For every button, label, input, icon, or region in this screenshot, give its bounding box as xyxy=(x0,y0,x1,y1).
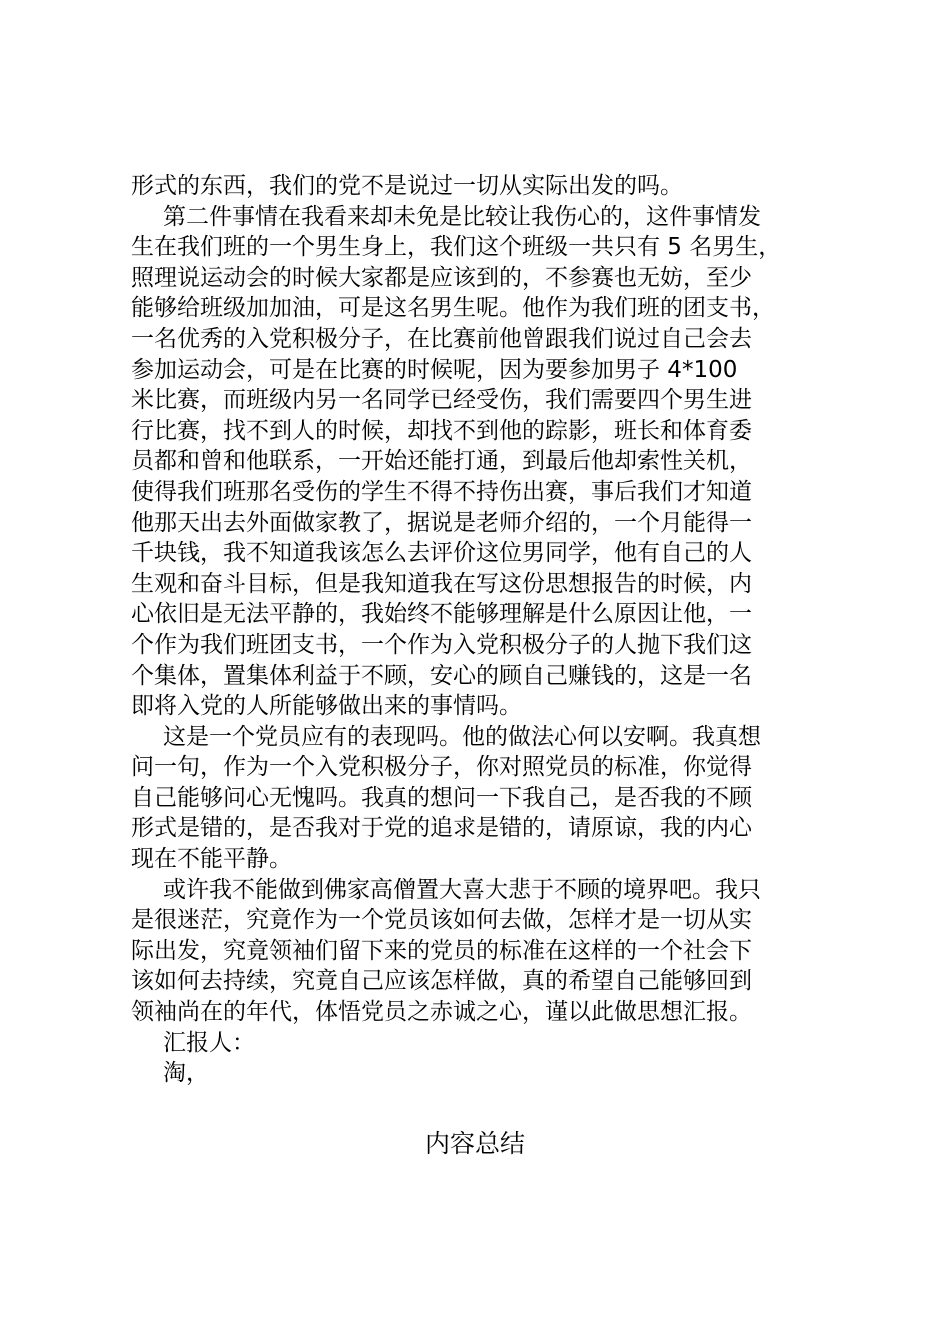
document-body xyxy=(131,171,831,1089)
text-line: 这是一个党员应有的表现吗。他的做法心何以安啊。我真想 xyxy=(163,723,761,750)
reporter-label: 汇报人： xyxy=(163,1029,255,1056)
text-line: 米比赛，而班级内另一名同学已经受伤，我们需要四个男生进 xyxy=(131,387,752,414)
text-line: 能够给班级加加油，可是这名男生呢。他作为我们班的团支书， xyxy=(131,295,775,322)
text-line: 或许我不能做到佛家高僧置大喜大悲于不顾的境界吧。我只 xyxy=(163,876,761,903)
text-line: 千块钱，我不知道我该怎么去评价这位男同学，他有自己的人 xyxy=(131,540,752,567)
text-line: 一名优秀的入党积极分子，在比赛前他曾跟我们说过自己会去 xyxy=(131,325,752,352)
text-line: 照理说运动会的时候大家都是应该到的，不参赛也无妨，至少 xyxy=(131,264,752,291)
summary-heading: 内容总结 xyxy=(424,1129,525,1158)
text-line: 现在不能平静。 xyxy=(131,846,292,873)
text-line: 个集体，置集体利益于不顾，安心的顾自己赚钱的，这是一名 xyxy=(131,662,752,689)
text-line: 他那天出去外面做家教了，据说是老师介绍的，一个月能得一 xyxy=(131,509,752,536)
text-line: 行比赛，找不到人的时候，却找不到他的踪影，班长和体育委 xyxy=(131,417,752,444)
text-line: 心依旧是无法平静的，我始终不能够理解是什么原因让他，一 xyxy=(131,601,752,628)
text-line: 该如何去持续，究竟自己应该怎样做，真的希望自己能够回到 xyxy=(131,968,752,995)
text-line: 形式是错的，是否我对于党的追求是错的，请原谅，我的内心 xyxy=(131,815,752,842)
text-line: 参加运动会，可是在比赛的时候呢，因为要参加男子 4*100 xyxy=(131,356,738,383)
text-line: 领袖尚在的年代，体悟党员之赤诚之心，谨以此做思想汇报。 xyxy=(131,999,752,1026)
text-line: 自己能够问心无愧吗。我真的想问一下我自己，是否我的不顾 xyxy=(131,784,752,811)
text-line: 是很迷茫，究竟作为一个党员该如何去做，怎样才是一切从实 xyxy=(131,907,752,934)
text-line: 生观和奋斗目标，但是我知道我在写这份思想报告的时候，内 xyxy=(131,570,752,597)
text-line: 形式的东西，我们的党不是说过一切从实际出发的吗。 xyxy=(131,173,683,199)
text-line: 生在我们班的一个男生身上，我们这个班级一共只有 5 名男生， xyxy=(131,234,782,261)
text-line: 际出发，究竟领袖们留下来的党员的标准在这样的一个社会下 xyxy=(131,937,752,964)
text-line: 个作为我们班团支书，一个作为入党积极分子的人抛下我们这 xyxy=(131,631,752,658)
text-line: 员都和曾和他联系，一开始还能打通，到最后他却索性关机， xyxy=(131,448,752,475)
text-line: 问一句，作为一个入党积极分子，你对照党员的标准，你觉得 xyxy=(131,754,752,781)
text-line: 第二件事情在我看来却未免是比较让我伤心的，这件事情发 xyxy=(163,203,761,230)
text-line: 使得我们班那名受伤的学生不得不持伤出赛，事后我们才知道 xyxy=(131,478,752,505)
text-line: 即将入党的人所能够做出来的事情吗。 xyxy=(131,693,522,720)
reporter-name: 淘， xyxy=(163,1060,209,1087)
